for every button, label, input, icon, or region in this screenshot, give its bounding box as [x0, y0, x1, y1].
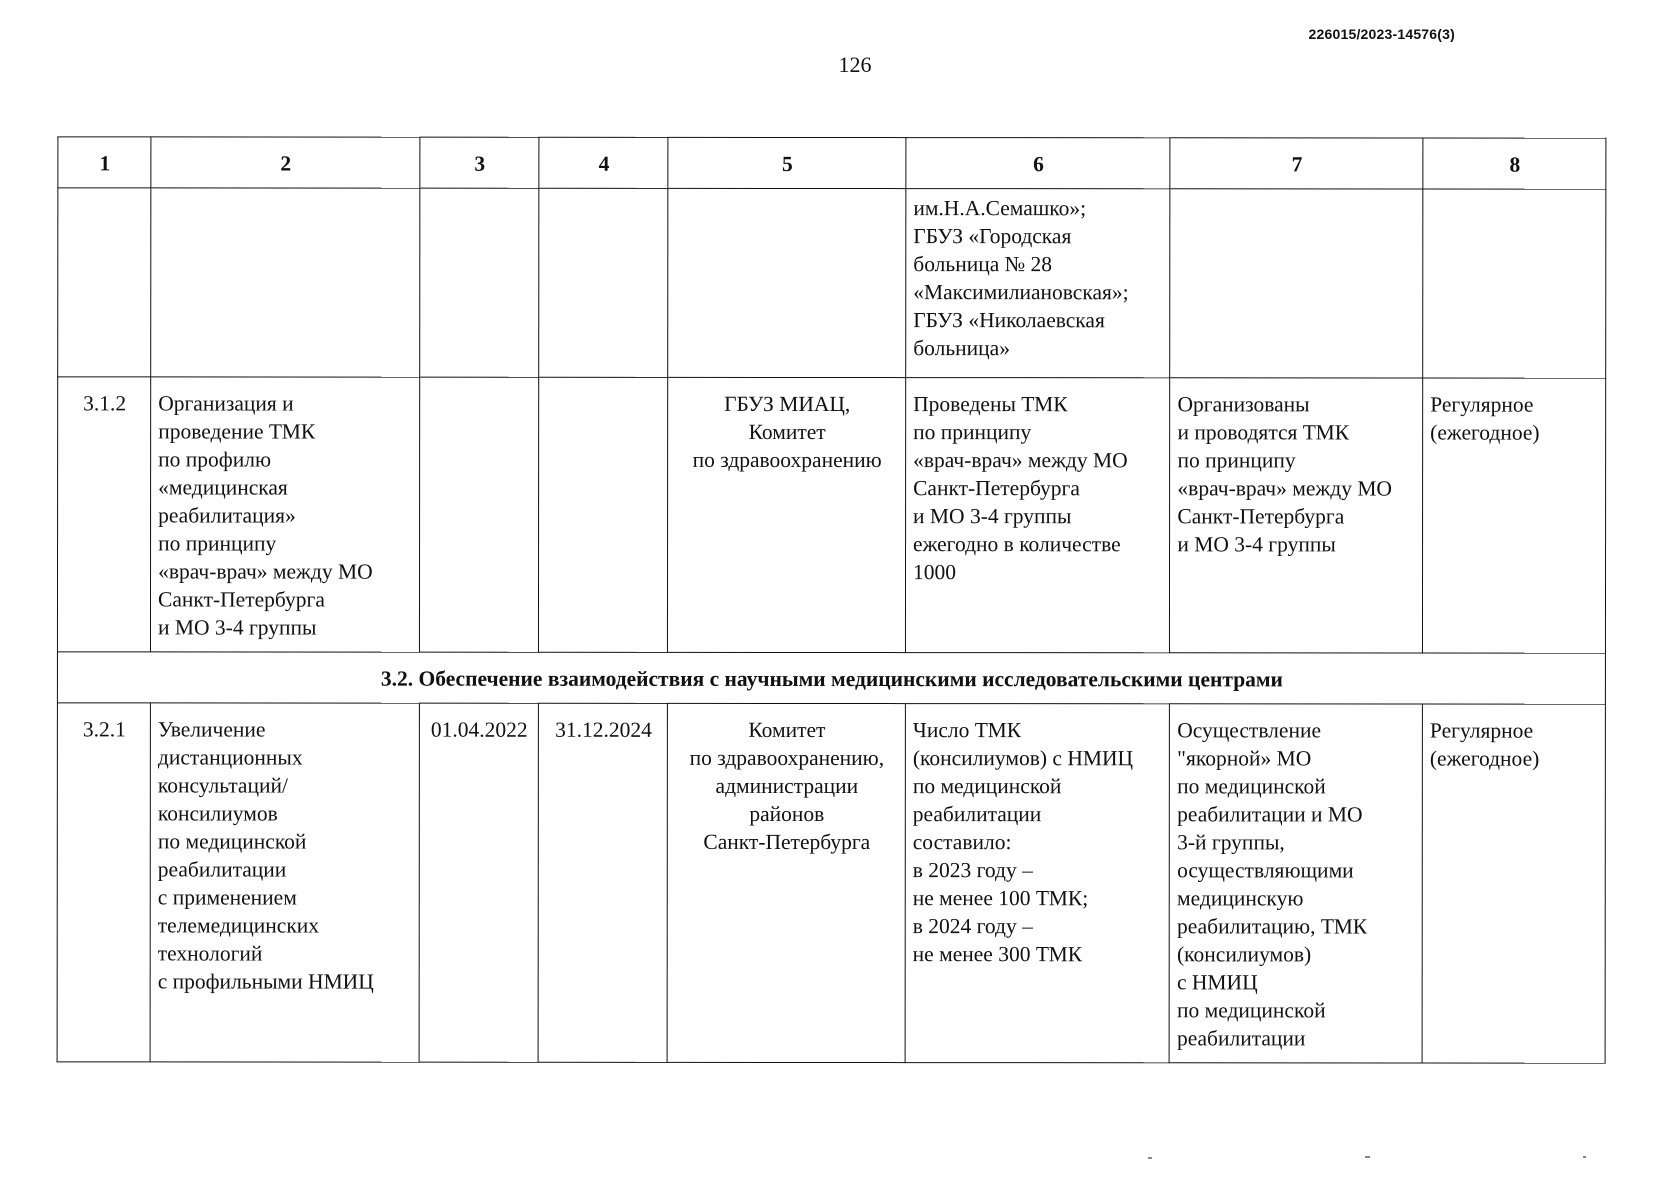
cell-continued-3	[419, 188, 539, 377]
cell-indicator	[905, 704, 1170, 1063]
cell-activity	[150, 703, 419, 1062]
text-line: по здравоохранению,	[689, 745, 885, 771]
header-cell-3: 3	[419, 137, 539, 188]
table-row-continued	[58, 188, 1606, 378]
text-line: больница»	[913, 336, 1010, 361]
text-line: им.Н.А.Семашко»;	[913, 196, 1087, 221]
header-cell-6: 6	[906, 138, 1170, 189]
text-line: не менее 300 ТМК	[912, 942, 1083, 967]
text-line: реабилитации и МО	[1177, 802, 1363, 827]
text-line: (консилиумов) с НМИЦ	[912, 746, 1134, 771]
text-line: реабилитации	[157, 857, 287, 882]
table-row-3-2-1	[57, 703, 1605, 1063]
text-line: не менее 100 ТМК;	[912, 886, 1089, 911]
header-cell-2: 2	[151, 137, 420, 188]
cell-continued-7	[1170, 189, 1423, 378]
text-line: 3-й группы,	[1177, 830, 1285, 855]
text-line: администрации	[715, 773, 859, 799]
text-line: Санкт-Петербурга	[158, 587, 325, 612]
text-line: (ежегодное)	[1430, 420, 1540, 445]
text-line: реабилитации	[1176, 1026, 1306, 1051]
text-line: ежегодно в количестве	[913, 532, 1121, 557]
text-line: «медицинская	[158, 475, 288, 500]
scan-artifact	[1148, 1157, 1152, 1159]
header-row	[58, 137, 1606, 189]
text-line: Санкт-Петербурга	[1177, 504, 1345, 529]
cell-start-date: 01.04.2022	[419, 703, 539, 1062]
cell-continued-4	[539, 188, 668, 377]
text-line: больница № 28	[913, 252, 1053, 277]
text-line: осуществляющими	[1177, 858, 1354, 883]
cell-continued-1	[58, 188, 151, 377]
text-line: и проводятся ТМК	[1177, 420, 1350, 445]
text-line: с применением	[157, 885, 297, 910]
text-line: Регулярное	[1430, 392, 1534, 417]
text-line: технологий	[157, 941, 263, 966]
cell-responsible	[667, 703, 905, 1062]
text-line: Комитет	[748, 717, 826, 742]
scan-artifact	[1583, 1156, 1586, 1158]
text-line: по медицинской	[912, 774, 1062, 799]
scan-artifact	[1365, 1156, 1370, 1158]
text-line: дистанционных	[157, 745, 303, 770]
text-line: «врач-врач» между МО	[158, 559, 373, 584]
text-line: проведение ТМК	[158, 419, 316, 444]
text-line: телемедицинских	[157, 913, 320, 938]
text-line: в 2023 году –	[912, 858, 1033, 883]
table-row-3-1-2	[57, 377, 1605, 653]
text-line: Комитет	[748, 419, 826, 444]
text-line: Организованы	[1177, 392, 1310, 417]
text-line: по медицинской	[1176, 998, 1326, 1023]
text-line: ГБУЗ «Городская	[913, 224, 1072, 249]
text-line: по принципу	[158, 531, 277, 556]
cell-activity	[151, 377, 420, 652]
text-line: в 2024 году –	[912, 914, 1033, 939]
cell-indicator	[905, 378, 1170, 653]
cell-continued-2	[151, 188, 420, 377]
header-cell-7: 7	[1170, 138, 1423, 189]
text-line: Санкт-Петербурга	[703, 829, 871, 855]
cell-frequency	[1422, 378, 1605, 653]
header-cell-5: 5	[668, 137, 906, 188]
text-line: с профильными НМИЦ	[157, 969, 374, 994]
text-line: составило:	[912, 830, 1012, 855]
cell-result	[1169, 704, 1422, 1063]
text-line: и МО 3-4 группы	[1177, 532, 1336, 557]
text-line: консилиумов	[157, 801, 278, 826]
text-line: Санкт-Петербурга	[913, 476, 1080, 501]
text-line: "якорной» МО	[1177, 746, 1312, 771]
text-line: по принципу	[913, 420, 1032, 445]
cell-end-date: 31.12.2024	[538, 703, 667, 1062]
text-line: реабилитации	[912, 802, 1042, 827]
section-heading: 3.2. Обеспечение взаимодействия с научными медицинскими исследовательскими центрами	[57, 652, 1605, 704]
document-id: 226015/2023-14576(3)	[1308, 26, 1455, 42]
text-line: 1000	[912, 560, 957, 585]
text-line: по медицинской	[157, 829, 307, 854]
text-line: Организация и	[158, 391, 294, 416]
section-heading-row	[57, 652, 1605, 704]
text-line: Увеличение	[157, 717, 266, 742]
header-cell-8: 8	[1423, 138, 1606, 189]
text-line: районов	[749, 801, 825, 826]
text-line: консультаций/	[157, 773, 288, 798]
cell-end-date	[539, 377, 668, 652]
text-line: по профилю	[158, 447, 272, 472]
text-line: «Максимилиановская»;	[913, 280, 1129, 305]
text-line: реабилитацию, ТМК	[1177, 914, 1368, 939]
cell-result	[1170, 378, 1423, 653]
text-line: (консилиумов)	[1177, 942, 1312, 967]
cell-continued-8	[1423, 189, 1606, 378]
text-line: Осуществление	[1177, 718, 1322, 743]
text-line: ГБУЗ «Николаевская	[913, 308, 1105, 333]
cell-responsible	[668, 377, 906, 652]
text-line: по здравоохранению	[692, 447, 882, 473]
text-line: по принципу	[1177, 448, 1296, 473]
header-cell-4: 4	[539, 137, 668, 188]
text-line: ГБУЗ МИАЦ,	[724, 391, 851, 417]
cell-continued-6	[906, 189, 1171, 378]
page-number: 126	[838, 52, 872, 77]
text-line: Регулярное	[1429, 718, 1534, 743]
plan-table	[57, 136, 1607, 1063]
text-line: с НМИЦ	[1176, 970, 1258, 995]
row-number: 3.1.2	[57, 377, 150, 652]
cell-continued-5	[668, 188, 906, 377]
header-cell-1: 1	[58, 137, 151, 188]
row-number: 3.2.1	[57, 703, 150, 1062]
cell-start-date	[419, 377, 539, 652]
text-line: реабилитация»	[158, 503, 296, 528]
text-line: и МО 3-4 группы	[913, 504, 1072, 529]
text-line: (ежегодное)	[1429, 746, 1540, 771]
text-line: «врач-врач» между МО	[1177, 476, 1392, 501]
text-line: медицинскую	[1177, 886, 1304, 911]
text-line: «врач-врач» между МО	[913, 448, 1128, 473]
text-line: Число ТМК	[912, 718, 1022, 743]
text-line: по медицинской	[1177, 774, 1326, 799]
text-line: Проведены ТМК	[913, 392, 1068, 417]
text-line: и МО 3-4 группы	[158, 615, 317, 640]
cell-frequency	[1422, 704, 1605, 1063]
